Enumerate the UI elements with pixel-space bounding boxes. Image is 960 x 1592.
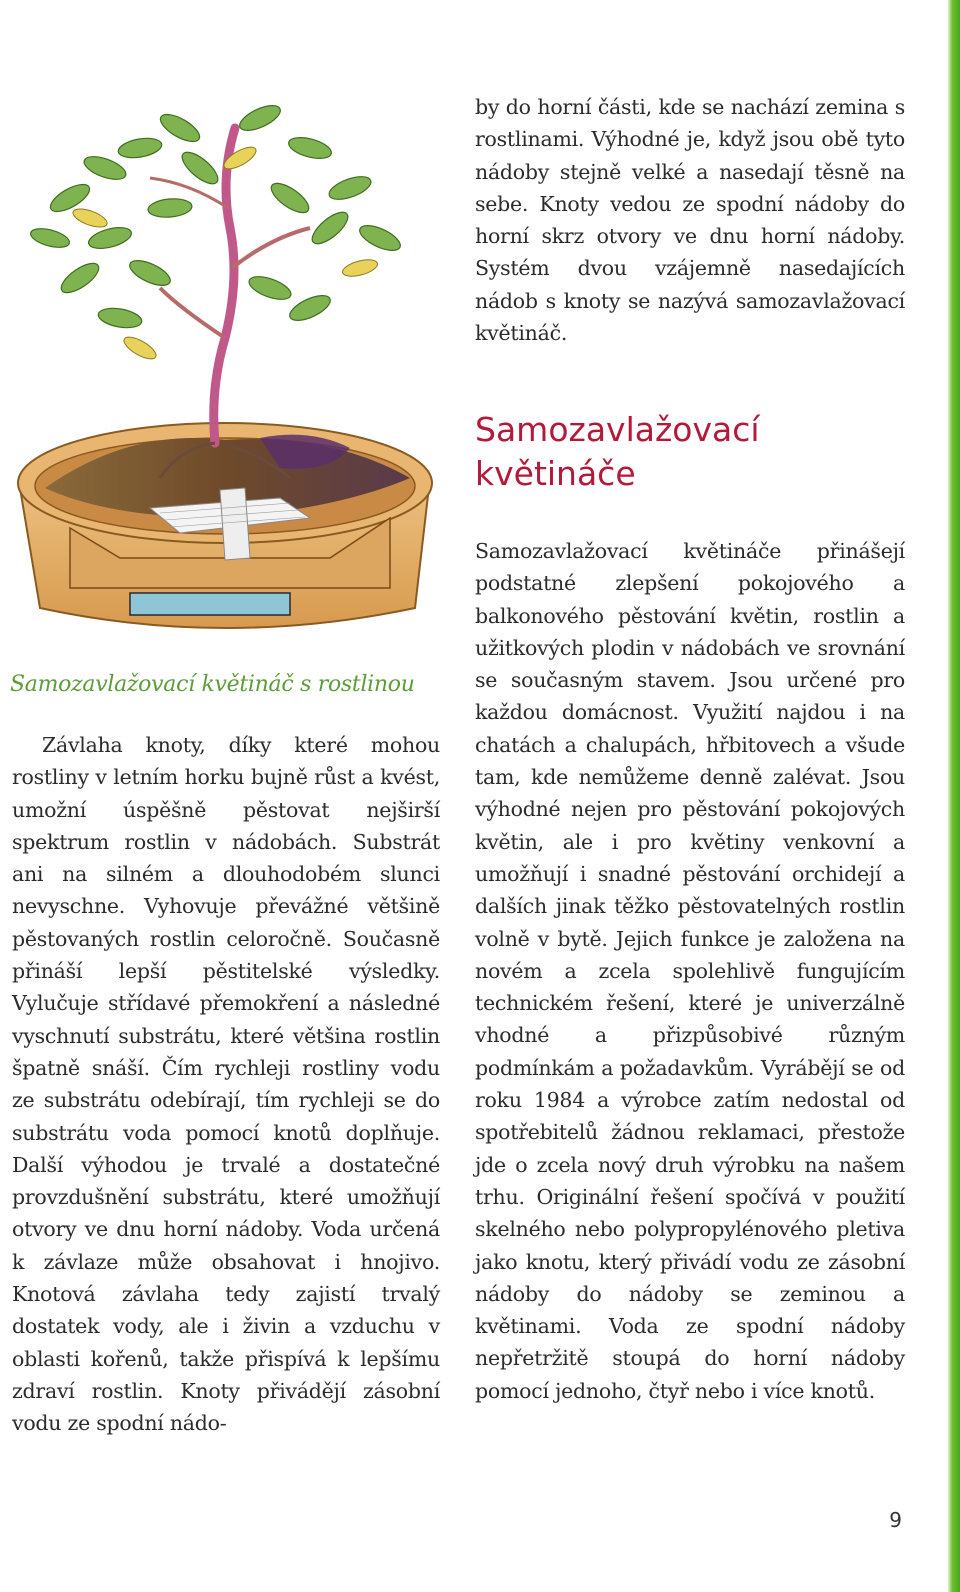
paragraph: Závlaha knoty, díky které mohou rostliny v letním horku bujně růst a kvést, umožní úspěšně pěstovat nejširší spektrum rostlin v nádobách. Substrát ani na silném a dlouhodobém slunci nevyschne. Vyhovuje převážné většině pěstovaných rostlin celoročně. Současně přináší lepší pěstitelské výsledky. Vylučuje střídavé přemokření a následné vyschnutí substrátu, které většina rostlin špatně snáší. Čím rychleji rostliny vodu ze substrátu odebírají, tím rychleji se do substrátu voda pomocí knotů doplňuje. Další výhodou je trvalé a dostatečné provzdušnění substrátu, které umožňují otvory ve dnu horní nádoby. Voda určená k závlaze může obsahovat i hnojivo. Knotová závlaha tedy zajistí trvalý dostatek vody, ale i živin a vzduchu v oblasti kořenů, takže přispívá k lepšímu zdraví rostlin. Knoty přivádějí zásobní vodu ze spodní nádo- xyxy=(12,733,440,1436)
right-column-bottom-text xyxy=(475,535,905,1407)
green-page-edge xyxy=(948,0,960,1592)
heading-line-2: květináče xyxy=(475,454,636,493)
page-number: 9 xyxy=(889,1508,902,1532)
image-caption: Samozavlažovací květináč s rostlinou xyxy=(10,672,415,697)
right-column-top-text xyxy=(475,91,905,349)
paragraph: Samozavlažovací květináče přinášejí podstatné zlepšení pokojového a balkonového pěstování květin, rostlin a užitkových plodin v nádobách ve srovnání se současným stavem. Jsou určené pro každou domácnost. Využití najdou i na chatách a chalupách, hřbitovech a všude tam, kde nemůžeme denně zalévat. Jsou výhodné nejen pro pěstování pokojových květin, ale i pro květiny venkovní a umožňují i snadné pěstování orchidejí a dalších jinak těžko pěstovatelných rostlin volně v bytě. Jejich funkce je založena na novém a zcela spolehlivě fungujícím technickém řešení, které je univerzálně vhodné a přizpůsobivé různým podmínkám a požadavkům. Vyrábějí se od roku 1984 a výrobce zatím nedostal od spotřebitelů žádnou reklamaci, přestože jde o zcela nový druh výrobku na našem trhu. Originální řešení spočívá v použití skelného nebo polypropylénového pletiva jako knotu, který přivádí vodu ze zásobní nádoby do nádoby se zeminou a květinami. Voda ze spodní nádoby nepřetržitě stoupá do horní nádoby pomocí jednoho, čtyř nebo i více knotů. xyxy=(475,539,905,1403)
heading-line-1: Samozavlažovací xyxy=(475,410,760,449)
paragraph: by do horní části, kde se nachází zemina s rostlinami. Výhodné je, když jsou obě tyto nádoby stejně velké a nasedají těsně na sebe. Knoty vedou ze spodní nádoby do horní skrz otvory ve dnu horní nádoby. Systém dvou vzájemně nasedajících nádob s knoty se nazývá samozavlažovací květináč. xyxy=(475,95,905,346)
left-column-text xyxy=(12,729,440,1440)
section-heading xyxy=(475,408,895,496)
self-watering-pot-illustration xyxy=(10,88,440,668)
